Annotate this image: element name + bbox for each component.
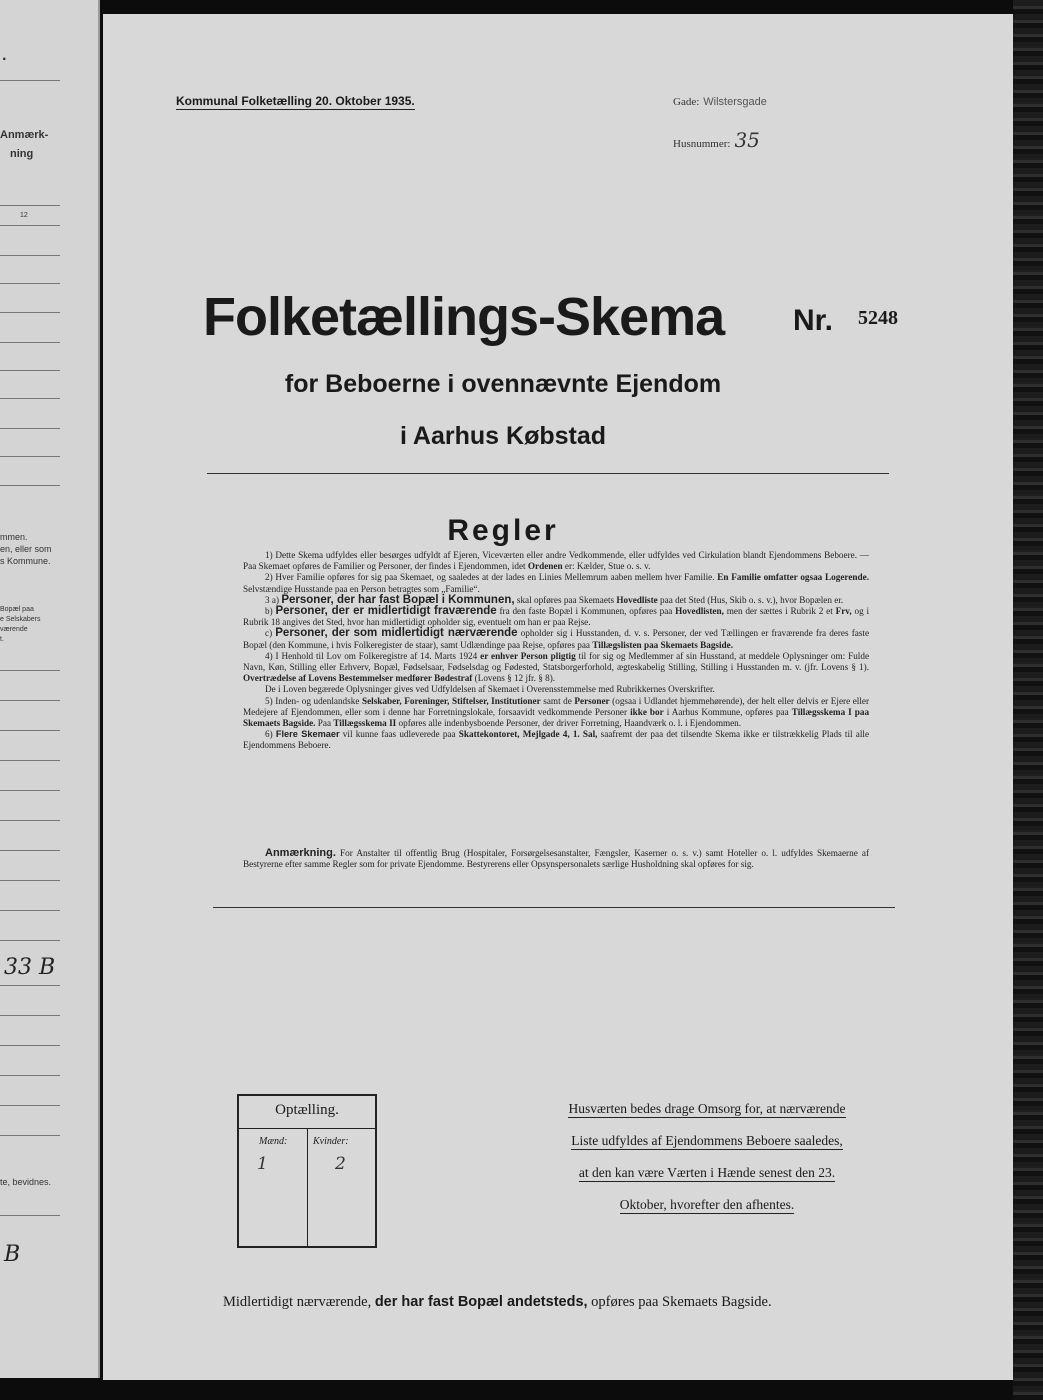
left-line: [0, 80, 60, 81]
left-line: [0, 1015, 60, 1016]
notice-line: at den kan være Værten i Hænde senest den 23.: [578, 1165, 836, 1180]
street-label: Gade:: [673, 96, 700, 108]
left-fragment: Bopæl paa: [0, 606, 34, 613]
left-fragment: en, eller som: [0, 544, 52, 554]
count-box-title: Optælling.: [275, 1102, 339, 1118]
left-line: [0, 398, 60, 399]
rule-4b: De i Loven begærede Oplysninger gives ved Udfyldelsen af Skemaet i Overensstemmelse med Rubrikkernes Overskrifter.: [265, 684, 715, 695]
left-line: [0, 790, 60, 791]
census-header: Kommunal Folketælling 20. Oktober 1935.: [176, 94, 415, 108]
left-line: [0, 820, 60, 821]
rule-3b: b) Personer, der er midlertidigt fraværende fra den faste Bopæl i Kommunen, opføres paa Hovedlisten, men der sættes i Rubrik 2 et Frv, og i Rubrik 18 angives det Sted, hvor han midlertidigt opholder sig, eventuelt om han er paa Rejse.: [243, 605, 870, 628]
left-handwriting: 33 B: [4, 955, 56, 980]
count-box: [237, 1094, 377, 1248]
form-title: Folketællings-Skema: [203, 287, 725, 347]
left-line: [0, 760, 60, 761]
divider: [213, 907, 895, 908]
left-line: [0, 225, 60, 226]
left-page-dot: .: [2, 47, 7, 64]
rules-text: [243, 550, 869, 752]
left-line: [0, 1215, 60, 1216]
street-field: [673, 96, 767, 108]
left-line: [0, 880, 60, 881]
left-facing-page: [0, 0, 100, 1378]
left-line: [0, 730, 60, 731]
form-subtitle-1: for Beboerne i ovennævnte Ejendom: [284, 370, 722, 398]
rule-1: 1) Dette Skema udfyldes eller besørges udfyldt af Ejeren, Viceværten eller andre Vedkommende, eller udfyldes ved Cirkulation blandt Ejendommens Beboere. — Paa Skemaet opføres de Familier og Personer, der findes i Ejendommen, idet Ordenen er: Kælder, Stue o. s. v.: [243, 550, 869, 572]
notice-line: Liste udfyldes af Ejendommens Beboere saaledes,: [571, 1133, 843, 1148]
left-line: [0, 428, 60, 429]
left-handwriting: B: [4, 1242, 21, 1267]
rule-3a: 3 a) Personer, der har fast Bopæl i Kommunen, skal opføres paa Skemaets Hovedliste paa det Sted (Hus, Skib o. s. v.), hvor Bopælen er.: [265, 593, 844, 606]
left-line: [0, 205, 60, 206]
left-line: [0, 910, 60, 911]
women-value: 2: [335, 1154, 346, 1174]
rule-6: 6) Flere Skemaer vil kunne faas udleverede paa Skattekontoret, Mejlgade 4, 1. Sal, saafremt der paa det tilsendte Skema ikke er tilstrækkelig Plads til alle Ejendommens Beboere.: [243, 729, 870, 751]
left-line: [0, 342, 60, 343]
notice-line: Oktober, hvorefter den afhentes.: [619, 1197, 795, 1212]
remark-text: For Anstalter til offentlig Brug (Hospitaler, Forsørgelsesanstalter, Fængsler, Kaserner o. s. v.) samt Hoteller o. l. udfyldes Skemaerne af Bestyrerne efter samme Regler som for private Ejendomme. Bestyrerens eller Opsynspersonalets særlige Husholdning skal opføres for sig.: [243, 848, 869, 870]
house-number-field: [673, 128, 760, 152]
men-label: Mænd:: [259, 1136, 288, 1147]
count-box-divider: [307, 1128, 308, 1246]
left-col-num: 12: [20, 212, 28, 219]
remark: [243, 848, 869, 870]
notice-line: Husværten bedes drage Omsorg for, at nærværende: [568, 1101, 846, 1116]
left-line: [0, 670, 60, 671]
left-col-head-2: ning: [10, 148, 34, 160]
left-line: [0, 1045, 60, 1046]
divider: [207, 473, 889, 474]
rule-4: 4) I Henhold til Lov om Folkeregistre af 14. Marts 1924 er enhver Person pligtig til for sig og Medlemmer af sin Husstand, at meddele Oplysninger om: Fulde Navn, Køn, Stilling eller Erhverv, Bopæl, Fødselsaar, Fødselsdag og Fødested, Statsborgerforhold, ægteskabelig Stilling, Stilling i Husstanden m. v. (jfr. Lovens § 1). Overtrædelse af Lovens Bestemmelser medfører Bødestraf (Lovens § 12 jfr. § 8).: [243, 650, 870, 684]
rules-heading: Regler: [447, 514, 559, 547]
left-line: [0, 312, 60, 313]
left-line: [0, 985, 60, 986]
left-col-head-1: Anmærk-: [0, 129, 49, 141]
house-number-value: 35: [734, 128, 760, 152]
left-line: [0, 1135, 60, 1136]
rule-2: 2) Hver Familie opføres for sig paa Skemaet, og saaledes at der lades en Linies Mellemrum aaben mellem hver Familie. En Familie omfatter ogsaa Logerende. Selvstændige Husstande paa en Person betragtes som „Familie“.: [243, 572, 869, 594]
house-number-label: Husnummer:: [673, 138, 731, 150]
left-line: [0, 255, 60, 256]
bottom-instruction: Midlertidigt nærværende, der har fast Bopæl andetsteds, opføres paa Skemaets Bagside.: [223, 1294, 772, 1310]
census-form-page: [103, 14, 1013, 1380]
left-line: [0, 1105, 60, 1106]
left-line: [0, 283, 60, 284]
left-fragment: værende: [0, 626, 28, 633]
left-line: [0, 700, 60, 701]
left-fragment: mmen.: [0, 532, 28, 542]
street-value: Wilstersgade: [703, 96, 767, 108]
left-line: [0, 456, 60, 457]
remark-heading: Anmærkning.: [265, 847, 336, 859]
women-label: Kvinder:: [313, 1136, 349, 1147]
form-number-value: 5248: [858, 307, 898, 329]
left-line: [0, 1075, 60, 1076]
left-line: [0, 940, 60, 941]
left-line: [0, 485, 60, 486]
left-fragment: e Selskabers: [0, 616, 41, 623]
left-fragment: te, bevidnes.: [0, 1177, 52, 1187]
left-line: [0, 850, 60, 851]
rule-5: 5) Inden- og udenlandske Selskaber, Foreninger, Stiftelser, Institutioner samt de Personer (ogsaa i Udlandet hjemmehørende), der helt eller delvis er Ejere eller Medejere af Ejendommen, eller som i denne har Forretningslokale, forsaavidt vedkommende Personer ikke bor i Aarhus Kommune, opføres paa Tillægsskema I paa Skemaets Bagside. Paa Tillægsskema II opføres alle indenbysboende Personer, der driver Forretning, Haandværk o. l. i Ejendommen.: [243, 695, 870, 729]
left-fragment: t.: [0, 636, 4, 643]
book-binding: [1013, 0, 1043, 1400]
left-line: [0, 370, 60, 371]
form-subtitle-2: i Aarhus Købstad: [399, 422, 607, 450]
left-fragment: s Kommune.: [0, 556, 51, 566]
men-value: 1: [257, 1154, 268, 1174]
landlord-notice: [541, 1099, 873, 1227]
form-number-label: Nr.: [793, 304, 834, 337]
rule-3c: c) Personer, der som midlertidigt nærværende opholder sig i Husstanden, d. v. s. Personer, der ved Tællingen er fraværende fra deres faste Bopæl (den Kommune, i hvis Folkeregister de staar), samt Udlændinge paa Rejse, opføres paa Tillægslisten paa Skemaets Bagside.: [243, 627, 870, 650]
